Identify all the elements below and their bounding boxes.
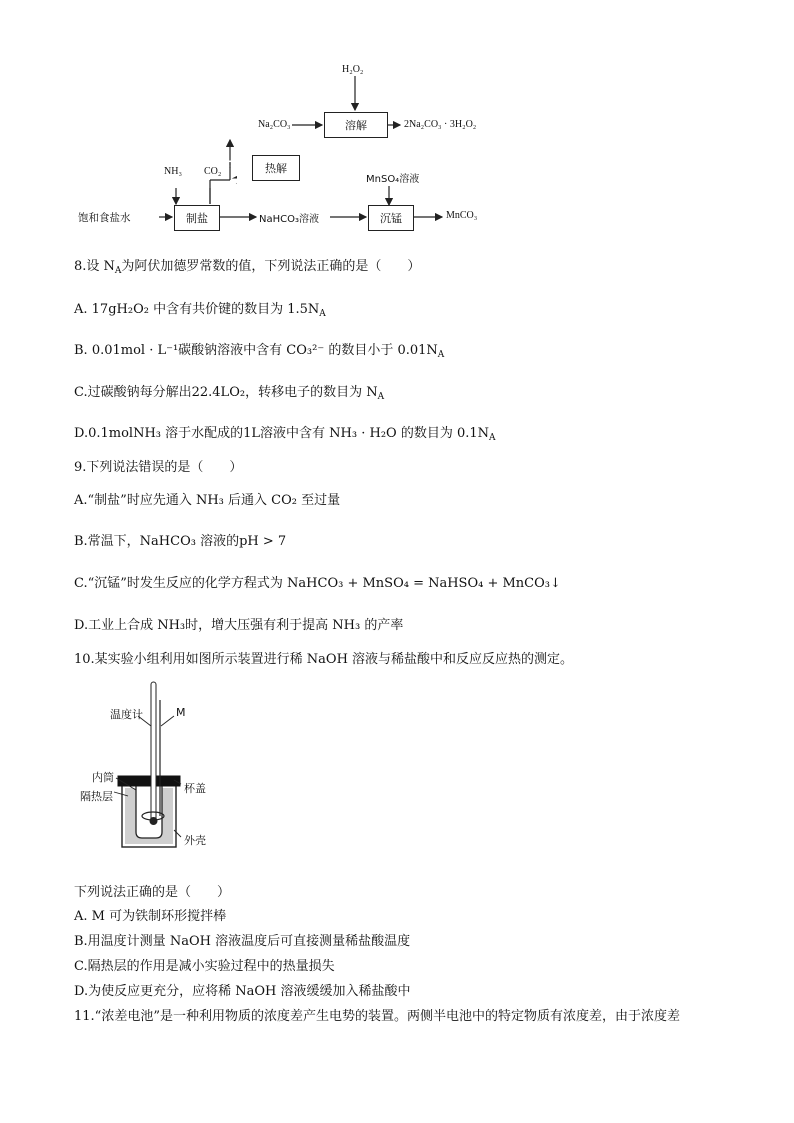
q10-option-b: B.用温度计测量 NaOH 溶液温度后可直接测量稀盐酸温度 <box>74 934 411 949</box>
q9-option-b: B.常温下，NaHCO₃ 溶液的pH > 7 <box>74 534 287 549</box>
product-label: 2Na₂CO₃ · 3H₂O₂ <box>404 119 477 130</box>
h2o2-label: H₂O₂ <box>342 64 364 75</box>
q10-option-c: C.隔热层的作用是减小实验过程中的热量损失 <box>74 959 335 974</box>
mn-box: 沉锰 <box>368 205 414 231</box>
calorimeter-diagram <box>78 680 228 850</box>
mnso4-label: MnSO₄溶液 <box>366 174 420 185</box>
q9-option-a: A.“制盐”时应先通入 NH₃ 后通入 CO₂ 至过量 <box>74 493 341 508</box>
q8-option-d: D.0.1molNH₃ 溶于水配成的1L溶液中含有 NH₃ · H₂O 的数目为 $0.1N_A$ <box>74 426 496 443</box>
brine-label: 饱和食盐水 <box>78 212 131 224</box>
mnco3-label: MnCO₃ <box>446 210 478 221</box>
q9-option-d: D.工业上合成 NH₃时，增大压强有利于提高 NH₃ 的产率 <box>74 618 404 633</box>
calorimeter-drawing <box>78 680 228 850</box>
q10-stem: 10.某实验小组利用如图所示装置进行稀 NaOH 溶液与稀盐酸中和反应反应热的测定。 <box>74 652 574 667</box>
nahco3-label: NaHCO₃溶液 <box>259 214 319 225</box>
nh3-label: NH₃ <box>164 166 182 177</box>
q8-option-a: A. 17gH₂O₂ 中含有共价键的数目为 $1.5N_A$ <box>74 302 326 319</box>
co2-connector <box>70 62 510 232</box>
q8-option-c: C.过碳酸钠每分解出22.4LO₂，转移电子的数目为 $N_A$ <box>74 385 385 402</box>
process-flowchart <box>70 62 510 232</box>
thermometer-label: 温度计 <box>110 708 143 721</box>
co2-label: CO₂ <box>204 166 222 177</box>
q9-option-c: C.“沉锰”时发生反应的化学方程式为 NaHCO₃ + MnSO₄ = NaHSO₄ + MnCO₃↓ <box>74 576 561 591</box>
lid-label: 杯盖 <box>184 782 206 795</box>
q11-stem: 11.“浓差电池”是一种利用物质的浓度差产生电势的装置。两侧半电池中的特定物质有浓度差，由于浓度差 <box>74 1009 680 1024</box>
q9-stem: 9.下列说法错误的是（ ） <box>74 460 243 475</box>
pyrolysis-box: 热解 <box>252 155 300 181</box>
na2co3-label: Na₂CO₃ <box>258 119 291 130</box>
dissolve-box: 溶解 <box>324 112 388 138</box>
q8-option-b: B. 0.01mol · L⁻¹碳酸钠溶液中含有 CO₃²⁻ 的数目小于 $0.01N_A$ <box>74 343 445 360</box>
stirrer-m-label: M <box>176 706 186 719</box>
q10-ask: 下列说法正确的是（ ） <box>74 885 231 900</box>
salt-box: 制盐 <box>174 205 220 231</box>
q8-stem: 8.设 $N_A$为阿伏加德罗常数的值，下列说法正确的是（ ） <box>74 259 421 276</box>
q10-option-d: D.为使反应更充分，应将稀 NaOH 溶液缓缓加入稀盐酸中 <box>74 984 411 999</box>
inner-cup-label: 内筒 <box>92 771 114 784</box>
insulation-label: 隔热层 <box>80 790 113 803</box>
q10-option-a: A. M 可为铁制环形搅拌棒 <box>74 909 227 924</box>
shell-label: 外壳 <box>184 834 206 847</box>
